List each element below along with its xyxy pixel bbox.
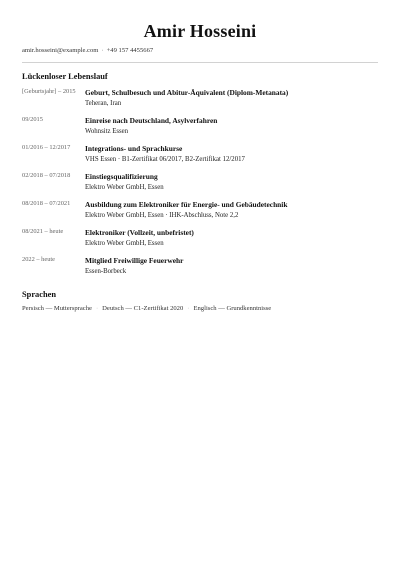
contact-line: [22, 47, 153, 54]
language-item: Englisch — Grundkenntnisse: [193, 305, 272, 312]
language-item: Deutsch — C1-Zertifikat 2020: [102, 305, 184, 312]
entry-date: 2022 – heute: [22, 256, 56, 263]
email-text: amir.hosseini@example.com: [22, 47, 99, 54]
entry-date: 08/2018 – 07/2021: [22, 200, 71, 207]
entry-title: Elektroniker (Vollzeit, unbefristet): [85, 228, 194, 237]
entry-title: Ausbildung zum Elektroniker für Energie- und Gebäudetechnik: [85, 200, 288, 209]
entry-detail: Elektro Weber GmbH, Essen · IHK-Abschluss, Note 2,2: [85, 212, 239, 219]
entry-detail: Essen-Borbeck: [85, 268, 127, 275]
header-divider: [22, 62, 378, 63]
entry-date: 08/2021 – heute: [22, 228, 64, 235]
entry-detail: Teheran, Iran: [85, 100, 122, 107]
entry-title: Integrations- und Sprachkurse: [85, 144, 183, 153]
entry-title: Geburt, Schulbesuch und Abitur-Äquivalent (Diplom-Metanata): [85, 88, 289, 97]
contact-separator: ·: [101, 47, 104, 54]
entry-date: 01/2016 – 12/2017: [22, 144, 71, 151]
section-title-lebenslauf: Lückenloser Lebenslauf: [22, 72, 108, 81]
entry-detail: Elektro Weber GmbH, Essen: [85, 240, 164, 247]
section-title-sprachen: Sprachen: [22, 290, 56, 299]
entry-date: [Geburtsjahr] – 2015: [22, 88, 76, 95]
language-separator: ·: [95, 305, 99, 312]
entry-detail: Wohnsitz Essen: [85, 128, 129, 135]
language-list: [22, 305, 271, 312]
phone-text: +49 157 4455667: [106, 47, 154, 54]
entry-date: 09/2015: [22, 116, 43, 123]
entry-date: 02/2018 – 07/2018: [22, 172, 71, 179]
entry-title: Einstiegsqualifizierung: [85, 172, 158, 181]
person-name: Amir Hosseini: [143, 21, 257, 41]
entry-title: Mitglied Freiwillige Feuerwehr: [85, 256, 184, 265]
entry-detail: VHS Essen · B1-Zertifikat 06/2017, B2-Zertifikat 12/2017: [85, 156, 245, 163]
entry-title: Einreise nach Deutschland, Asylverfahren: [85, 116, 218, 125]
language-item: Persisch — Muttersprache: [22, 305, 92, 312]
language-separator: ·: [187, 305, 190, 312]
entry-detail: Elektro Weber GmbH, Essen: [85, 184, 164, 191]
